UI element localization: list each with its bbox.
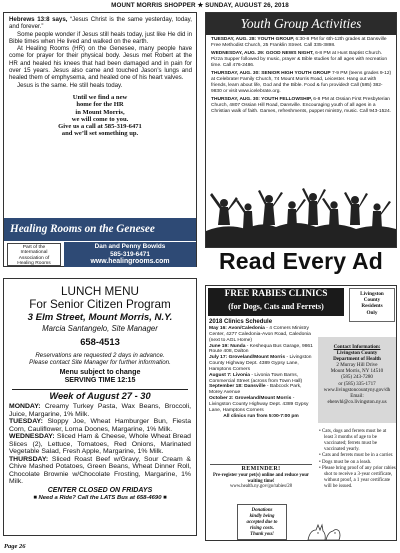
lunch-phone: 658-4513 [80, 336, 120, 347]
paragraph-2: At Healing Rooms (HR) on the Genesee, many people have come for prayer for their physical body. Jesus met Robert at the HR and healed his knees that had been damaged and in pain for over 15 years. Jesus also came and touched Jason’s lungs and healed them of emphysema, and healed one of his heart valves. [9, 45, 192, 82]
clinic-hours: All clinics run from 5:00-7:00 pm [223, 414, 299, 420]
rabies-clinic-ad [205, 285, 397, 541]
list-item: WEDNESDAY: Sliced Ham & Cheese, Whole Wheat Bread Slices (2), Lettuce, Tomatoes, Red Onions, Marinated Vegetable Salad, Fresh Apple, Margarine, 1% Milk. [9, 433, 191, 456]
list-item: TUESDAY, AUG. 28: YOUTH GROUP, 6:30-8 PM for 6th-12th grades at Dansville Free Methodist Church, 25 Franklin Street. Call 335-3898. [211, 37, 387, 48]
healing-rooms-banner: Healing Rooms on the Genesee [4, 218, 196, 241]
youth-group-ad [205, 12, 397, 248]
donations-badge: Donations kindly being accepted due to rising costs. Thank you! [237, 504, 287, 540]
list-item: THURSDAY: Sliced Roast Beef w/Gravy, Sour Cream & Chive Mashed Potatoes, Green Beans, Wheat Dinner Roll, Chocolate Brownie w/Chocolate Frosting, Margarine, 1% Milk. [9, 455, 191, 486]
healing-rooms-url[interactable]: www.healingrooms.com [90, 258, 170, 266]
youth-group-title: Youth Group Activities [206, 13, 396, 35]
closed-notice: CENTER CLOSED ON FRIDAYS [47, 487, 153, 495]
list-item: • Please bring proof of any prior rabies shot to receive a 3-year certificate, without proof, a 1 year certificate will be issued. [319, 466, 396, 489]
list-item: October 2: Groveland/Mount Morris - Livingston County Highway Dept. 4389 Gypsy Lane, Hamptons Corners [209, 396, 309, 413]
read-every-ad-headline: Read Every Ad [218, 248, 384, 274]
week-heading: Week of August 27 - 30 [12, 389, 188, 402]
menu-subject: Menu subject to change SERVING TIME 12:15 [59, 367, 141, 385]
page-number: Page 26 [4, 543, 26, 550]
rabies-title: FREE RABIES CLINICS (for Dogs, Cats and Ferrets) [208, 288, 344, 316]
preregister-url[interactable]: www.health.ny.gov/go/rabies/28 [229, 484, 293, 490]
contact-information: Contact Information: Livingston County Department of Health 2 Murray Hill Drive Mount Morris, NY 14510 (585) 243-7280 or (585) 335-1717 www.livingstoncountyny.gov/dh Email: ehenvhl@co.livingston.ny.us [318, 337, 396, 423]
clinic-schedule [209, 319, 313, 420]
lunch-menu-title: LUNCH MENU For Senior Citizen Program [29, 285, 171, 311]
site-manager: Marcia Santangelo, Site Manager [42, 324, 158, 333]
list-item: June 19: Nunda - Keshequa Bus Garage, 9861 Route 408, Dalton [209, 343, 313, 355]
verse-text: “Jesus Christ is the same yesterday, today, and forever.” [9, 16, 192, 31]
association-box: Part of the International Association of Healing Rooms [7, 243, 61, 266]
invite-text: Until we find a new home for the HR in Mount Morris, we will come to you. Give us a call at 585-319-6471 and we’ll set something up. [58, 93, 142, 138]
list-item: August 7: Livonia - Livonia Town Barns, Commercial Street (across from Town Hall) [209, 372, 303, 384]
healing-rooms-contact [64, 242, 196, 267]
list-item: THURSDAY, AUG. 30: SENIOR HIGH YOUTH GROUP 7-9 PM (teens grades 9-12) at Celebrate! Family Church, 74 Mount Morris Road, Leicester. Hang out with friends, learn about life, God and the Bible. Food & fun provided! Call (585) 382-9830 or visit www.icelebrate.org. [211, 71, 392, 94]
reminder-box: REMINDER! Pre-register your pet(s) online and reduce your waiting time! www.health.ny.gov/go/rabies/28 [210, 464, 312, 490]
list-item: THURSDAY, AUG. 30: YOUTH FELLOWSHIP, 6-8 PM at Ossian First Presbyterian Church, 4807 Ossian Hill Road, Dansville. Encouraging youth of all ages in a Christian walk of faith. Games, refreshments, puppet ministry, music. Call 943-1524. [211, 97, 392, 114]
contact-phone: 585-319-6471 [110, 250, 150, 258]
page-header: MOUNT MORRIS SHOPPER ★ SUNDAY, AUGUST 26, 2018 [111, 2, 289, 9]
list-item: • Dogs must be on a leash. [319, 459, 372, 465]
list-item: TUESDAY: Sloppy Joe, Wheat Hamburger Bun, Fiesta Corn, Cauliflower, Lorna Doones, Margarine, 1% Milk. [9, 418, 191, 433]
healing-rooms-text [4, 13, 196, 89]
lunch-address: 3 Elm Street, Mount Morris, N.Y. [27, 312, 173, 323]
health-dept-url[interactable]: www.livingstoncountyny.gov/dh [323, 386, 391, 393]
list-item: • Cats and ferrets must be in a carrier. [319, 453, 394, 459]
list-item: MONDAY: Creamy Turkey Pasta, Wax Beans, Broccoli, Juice, Margarine, 1% Milk. [9, 403, 191, 418]
verse-reference: Hebrews 13:8 says, [9, 16, 68, 23]
lunch-menu-ad [3, 278, 197, 536]
paragraph-3: Jesus is the same. He still heals today. [17, 81, 123, 89]
list-item: September 18: Dansville - Babcock Park, Morey Avenue [209, 384, 302, 396]
health-dept-email[interactable]: ehenvhl@co.livingston.ny.us [327, 398, 387, 405]
ride-notice: ■ Need a Ride? Call the LATS Bus at 658-4690 ■ [33, 495, 167, 502]
list-item: May 16: Avon/Caledonia - 4 Corners Ministry Center, 4277 Caledonia-Avon Road, Caledonia (next to AGL Home) [209, 326, 311, 343]
residents-only-badge: Livingston County Residents Only [349, 288, 395, 322]
schedule-title: 2018 Clinics Schedule [209, 319, 273, 325]
paragraph-1: Some people wonder if Jesus still heals today, just like He did in Bible times when He lived and walked on the earth. [9, 30, 192, 45]
list-item: July 17: Groveland/Mount Morris - Livingston County Highway Dept. 4389 Gypsy Lane, Hamptons Corners [209, 355, 312, 372]
youth-silhouettes-image [206, 185, 396, 247]
reservation-notice: Reservations are requested 2 days in advance. Please contact Site Manager for further information. [29, 352, 171, 367]
menu-days [4, 402, 196, 486]
list-item: WEDNESDAY, AUG. 29: GOOD NEWS NIGHT, 6-8 PM at Hunt Baptist Church. Pizza Supper followed by music, prayer & Bible studies for all ages with recreation time. Call 476-2486. [211, 51, 388, 68]
contact-names: Dan and Penny Bowlds [94, 243, 166, 250]
clinic-requirements [319, 429, 396, 490]
list-item: • Cats, dogs and ferrets must be at least 3 months of age to be vaccinated; ferrets must be vaccinated yearly. [319, 429, 387, 452]
cat-dog-illustration [306, 522, 342, 541]
healing-rooms-ad [3, 12, 197, 267]
youth-group-list [206, 35, 396, 114]
